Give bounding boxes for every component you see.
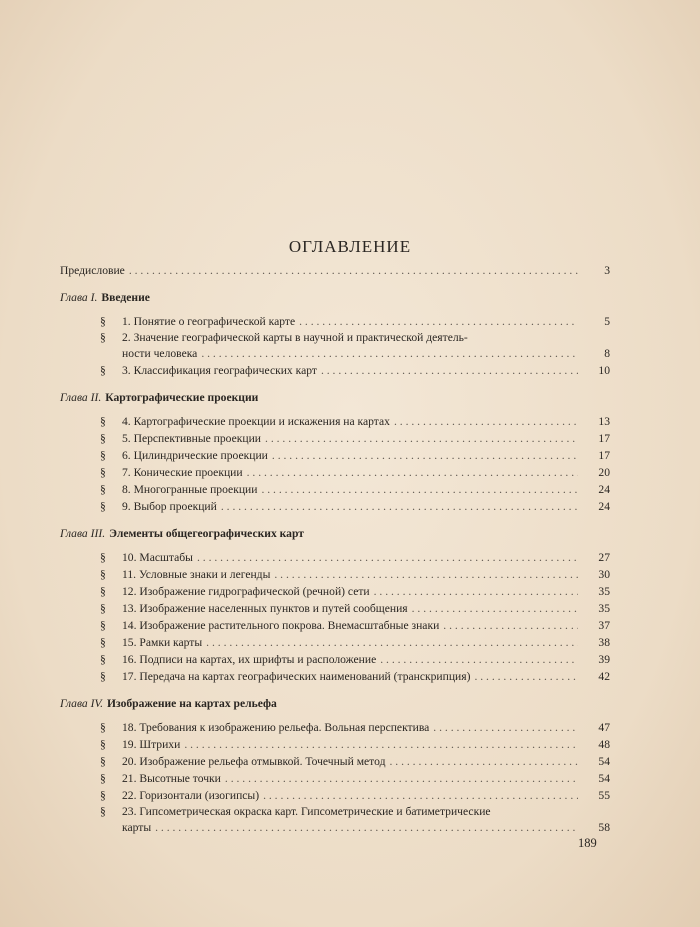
- toc-entry-label: 2. Значение географической карты в научной и практической деятель-: [122, 331, 468, 344]
- section-sign: §: [100, 805, 106, 818]
- dot-leader: [225, 770, 578, 787]
- toc-entry-label: 1. Понятие о географической карте: [122, 315, 296, 328]
- section-sign: §: [100, 789, 106, 802]
- toc-entry-label: 10. Масштабы: [122, 551, 193, 564]
- toc-entry-label: 15. Рамки карты: [122, 636, 203, 649]
- chapter-heading: [60, 389, 610, 406]
- toc-page-number: 20: [598, 466, 610, 479]
- toc-page-number: 24: [598, 500, 610, 513]
- section-sign: §: [100, 331, 106, 344]
- toc-entry: [60, 430, 610, 447]
- chapter-title: Картографические проекции: [105, 391, 259, 404]
- toc-entry-label: 17. Передача на картах географических наименований (транскрипция): [122, 670, 471, 683]
- dot-leader: [265, 430, 578, 447]
- toc-heading: ОГЛАВЛЕНИЕ: [288, 237, 412, 256]
- section-sign: §: [100, 602, 106, 615]
- toc-entry-label: 6. Цилиндрические проекции: [122, 449, 268, 462]
- toc-entry: [60, 362, 610, 379]
- dot-leader: [443, 617, 578, 634]
- toc-page-number: 37: [598, 619, 610, 632]
- toc-page-number: 54: [598, 772, 610, 785]
- chapter-number: Глава IV.: [60, 697, 103, 710]
- toc-page-number: 35: [598, 585, 610, 598]
- section-sign: §: [100, 500, 106, 513]
- toc-entry-label-continued: ности человека: [122, 347, 198, 360]
- dot-leader: [274, 566, 578, 583]
- chapter-title: Введение: [101, 291, 150, 304]
- dot-leader: [261, 481, 578, 498]
- dot-leader: [184, 736, 578, 753]
- dot-leader: [221, 498, 578, 515]
- chapter-number: Глава II.: [60, 391, 102, 404]
- section-sign: §: [100, 449, 106, 462]
- dot-leader: [321, 362, 578, 379]
- section-sign: §: [100, 585, 106, 598]
- toc-entry-preface: [60, 262, 610, 279]
- table-of-contents: [60, 262, 610, 836]
- chapter-heading: [60, 525, 610, 542]
- toc-page-number: 38: [598, 636, 610, 649]
- toc-page-number: 3: [604, 264, 610, 277]
- toc-entry-label: 9. Выбор проекций: [122, 500, 217, 513]
- toc-page-number: 58: [598, 821, 610, 834]
- toc-entry-label: 5. Перспективные проекции: [122, 432, 262, 445]
- toc-page-number: 10: [598, 364, 610, 377]
- dot-leader: [389, 753, 578, 770]
- dot-leader: [272, 447, 578, 464]
- toc-page-number: 39: [598, 653, 610, 666]
- dot-leader: [201, 345, 578, 362]
- toc-entry: [60, 651, 610, 668]
- toc-entry: [60, 566, 610, 583]
- toc-page-number: 27: [598, 551, 610, 564]
- page-number: 189: [578, 836, 597, 850]
- toc-entry-label: Предисловие: [60, 264, 125, 277]
- section-sign: §: [100, 619, 106, 632]
- dot-leader: [433, 719, 578, 736]
- section-sign: §: [100, 551, 106, 564]
- toc-entry-label: 4. Картографические проекции и искажения на картах: [122, 415, 390, 428]
- chapter-title: Элементы общегеографических карт: [109, 527, 304, 540]
- section-sign: §: [100, 432, 106, 445]
- section-sign: §: [100, 670, 106, 683]
- dot-leader: [263, 787, 578, 804]
- toc-entry-label: 12. Изображение гидрографической (речной) сети: [122, 585, 370, 598]
- section-sign: §: [100, 636, 106, 649]
- toc-entry: [60, 617, 610, 634]
- toc-entry-label: 16. Подписи на картах, их шрифты и расположение: [122, 653, 377, 666]
- toc-page-number: 35: [598, 602, 610, 615]
- toc-page-number: 47: [598, 721, 610, 734]
- toc-entry: [60, 787, 610, 804]
- dot-leader: [247, 464, 578, 481]
- chapter-number: Глава I.: [60, 291, 98, 304]
- toc-page-number: 30: [598, 568, 610, 581]
- toc-entry-label: 11. Условные знаки и легенды: [122, 568, 271, 581]
- section-sign: §: [100, 466, 106, 479]
- section-sign: §: [100, 721, 106, 734]
- toc-entry-label: 23. Гипсометрическая окраска карт. Гипсометрические и батиметрические: [122, 805, 491, 818]
- toc-entry: [60, 447, 610, 464]
- section-sign: §: [100, 772, 106, 785]
- toc-page-number: 42: [598, 670, 610, 683]
- toc-entry-label: 8. Многогранные проекции: [122, 483, 258, 496]
- toc-page-number: 17: [598, 432, 610, 445]
- toc-page-number: 17: [598, 449, 610, 462]
- dot-leader: [380, 651, 578, 668]
- dot-leader: [394, 413, 578, 430]
- chapter-heading: [60, 695, 610, 712]
- dot-leader: [197, 549, 578, 566]
- toc-page-number: 5: [604, 315, 610, 328]
- toc-entry: [60, 481, 610, 498]
- toc-page-number: 54: [598, 755, 610, 768]
- toc-entry: [60, 464, 610, 481]
- toc-page-number: 8: [604, 347, 610, 360]
- dot-leader: [374, 583, 578, 600]
- section-sign: §: [100, 364, 106, 377]
- toc-entry-label-continued: карты: [122, 821, 152, 834]
- section-sign: §: [100, 415, 106, 428]
- dot-leader: [129, 262, 578, 279]
- dot-leader: [299, 313, 578, 330]
- section-sign: §: [100, 755, 106, 768]
- dot-leader: [474, 668, 578, 685]
- toc-entry: [60, 600, 610, 617]
- toc-entry: [60, 736, 610, 753]
- toc-entry: [60, 770, 610, 787]
- toc-entry: [60, 583, 610, 600]
- toc-entry-label: 7. Конические проекции: [122, 466, 243, 479]
- toc-entry: [60, 634, 610, 651]
- section-sign: §: [100, 315, 106, 328]
- toc-entry-label: 19. Штрихи: [122, 738, 181, 751]
- toc-entry: [60, 313, 610, 330]
- toc-entry: [60, 804, 610, 836]
- toc-entry-label: 21. Высотные точки: [122, 772, 221, 785]
- toc-page-number: 13: [598, 415, 610, 428]
- toc-entry-label: 20. Изображение рельефа отмывкой. Точечный метод: [122, 755, 386, 768]
- toc-entry-label: 13. Изображение населенных пунктов и путей сообщения: [122, 602, 408, 615]
- toc-entry: [60, 549, 610, 566]
- toc-entry: [60, 668, 610, 685]
- section-sign: §: [100, 738, 106, 751]
- dot-leader: [206, 634, 578, 651]
- dot-leader: [155, 819, 578, 836]
- section-sign: §: [100, 653, 106, 666]
- toc-entry: [60, 719, 610, 736]
- toc-entry-label: 3. Классификация географических карт: [122, 364, 317, 377]
- toc-entry-label: 18. Требования к изображению рельефа. Вольная перспектива: [122, 721, 430, 734]
- toc-entry: [60, 330, 610, 362]
- toc-entry-label: 22. Горизонтали (изогипсы): [122, 789, 260, 802]
- chapter-heading: [60, 289, 610, 306]
- toc-entry: [60, 498, 610, 515]
- toc-entry: [60, 753, 610, 770]
- section-sign: §: [100, 483, 106, 496]
- dot-leader: [412, 600, 578, 617]
- toc-entry-label: 14. Изображение растительного покрова. Внемасштабные знаки: [122, 619, 440, 632]
- toc-entry: [60, 413, 610, 430]
- section-sign: §: [100, 568, 106, 581]
- toc-page-number: 24: [598, 483, 610, 496]
- chapter-title: Изображение на картах рельефа: [106, 697, 277, 710]
- chapter-number: Глава III.: [60, 527, 106, 540]
- toc-page-number: 55: [598, 789, 610, 802]
- toc-page-number: 48: [598, 738, 610, 751]
